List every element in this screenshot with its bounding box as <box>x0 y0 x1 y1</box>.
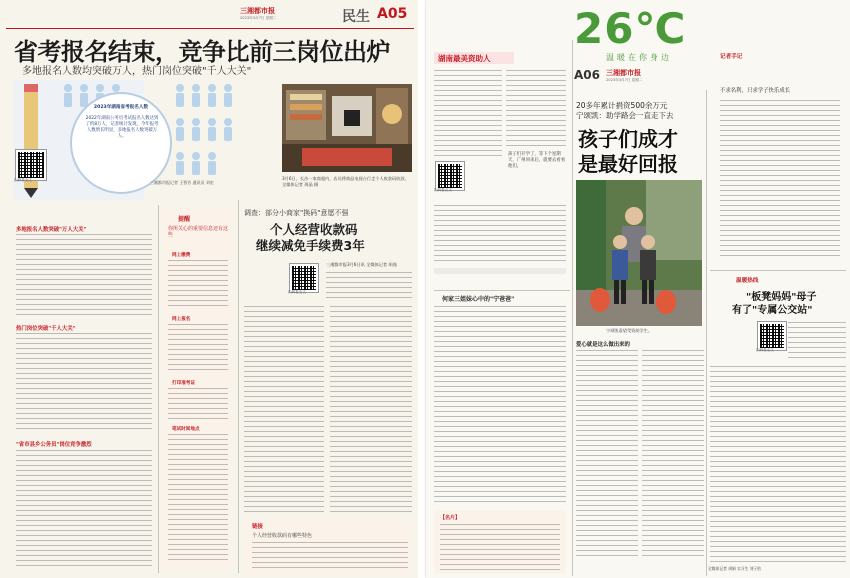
masthead-rule <box>6 28 414 29</box>
column-divider-right-2 <box>706 90 707 576</box>
tip-4-text <box>168 434 228 564</box>
qr-code-left-top[interactable] <box>16 150 46 180</box>
qr-label-right-bottom: 扫码看全文 <box>756 348 774 352</box>
mid-title: 何家三姐妹心中的"宁爸爸" <box>442 296 515 303</box>
qr-label-left-top: 扫码看全文 <box>14 178 32 182</box>
story-text-2 <box>642 350 704 560</box>
tips-title: 提醒 <box>178 216 191 223</box>
survey-text-3 <box>330 306 412 516</box>
qr-code-right-top[interactable] <box>436 162 464 190</box>
masthead-right <box>574 66 724 86</box>
bottom-title: 爱心就是这么做出来的 <box>576 342 630 348</box>
qr-code-left-mid[interactable] <box>290 264 318 292</box>
brand-logo: 三湘都市报 <box>240 7 275 15</box>
qr-label-right-top: 扫码看全文 <box>434 188 452 192</box>
newspaper-page-a06 <box>426 0 850 578</box>
section-a-title: 多地报名人数突破"万人大关" <box>16 227 87 233</box>
headline: 省考报名结束，竞争比前三岗位出炉 <box>14 38 390 66</box>
masthead <box>240 4 415 24</box>
tip-1-text <box>168 260 228 310</box>
intro-text-1 <box>434 70 502 158</box>
hotline-headline-1: "板凳妈妈"母子 <box>746 292 817 303</box>
quote-box <box>508 152 566 202</box>
editor-text: 不求名利，只求学子快乐成长 <box>720 88 791 94</box>
shop-photo <box>282 84 412 172</box>
page-gutter <box>418 0 426 578</box>
section-c-text <box>16 450 152 570</box>
column-title <box>434 52 514 64</box>
story-kicker-2: 宁颂凯：助学路会一直走下去 <box>576 111 674 120</box>
stat-text: 2022年湖南公务员考试报名人数达到了约8万人，记者统计发现，今年报考人数增长明显，多地报名人数突破万人。 <box>85 116 159 139</box>
brand-logo-right: 三湘都市报 <box>606 69 641 77</box>
divider-mid <box>434 290 570 291</box>
section-b-title: 热门岗位突破"千人大关" <box>16 326 76 332</box>
infographic-title: 2023年湖南省考报名人数 <box>93 105 149 110</box>
link-box <box>244 520 412 574</box>
newspaper-page-a05 <box>0 0 418 578</box>
story-kicker-1: 20多年累计捐资500余万元 <box>576 101 668 110</box>
story-headline-1: 孩子们成才 <box>578 127 678 151</box>
story-text-1 <box>576 350 638 560</box>
hotline-text-2 <box>710 366 846 566</box>
section-c-title: "省市县乡公务员"岗位竞争激烈 <box>16 442 92 448</box>
hotline-text-1 <box>788 322 846 362</box>
page-number-right: A06 <box>574 68 600 82</box>
survey-headline-2: 继续减免手续费3年 <box>256 238 365 253</box>
tips-subtitle: 你所关心的重要信息还有这些 <box>168 226 229 239</box>
profile-text <box>440 524 560 570</box>
stat-circle <box>70 92 172 194</box>
quote-text: 孩子们开学了，等下个星期天，广州回来后，就要去看看他们。 <box>508 152 566 169</box>
qr-code-right-bottom[interactable] <box>758 322 786 350</box>
tip-2-text <box>168 324 228 374</box>
tip-1-label: 网上缴费 <box>172 253 191 258</box>
column-divider-left-2 <box>238 200 239 573</box>
story-photo-caption: 宁颂凯看望受资助学生。 <box>606 328 653 333</box>
hotline-headline-2: 有了"专属公交站" <box>732 305 813 316</box>
editor-title: 记者手记 <box>720 54 743 60</box>
column-title-text: 湖南最美资助人 <box>438 54 491 63</box>
tip-2-label: 网上报名 <box>172 317 191 322</box>
photo-caption: 3月6日，长沙一家商超内，店员将商品电视台行走个人收款码收款。 全媒体记者 周晶 摄 <box>282 176 409 187</box>
story-footer-reporter: 全媒体记者 周娟 实习生 刘子怡 <box>708 566 761 571</box>
intro-text-2 <box>506 70 566 150</box>
section-name: 民生 <box>342 9 370 25</box>
editor-body <box>720 100 840 260</box>
survey-text-2 <box>244 306 324 516</box>
divider-hotline <box>710 270 846 271</box>
hotline-title: 温暖热线 <box>736 278 759 284</box>
column-divider-right-1 <box>572 40 573 576</box>
section-b-text <box>16 333 152 433</box>
link-text <box>252 542 408 570</box>
tip-3-label: 打印准考证 <box>172 381 195 386</box>
intro-reporter <box>434 268 566 274</box>
page-number: A05 <box>377 6 408 22</box>
story-photo <box>576 180 702 326</box>
weather-temp: 26℃ <box>574 4 687 53</box>
column-divider-left-1 <box>158 205 159 573</box>
profile-box <box>434 510 566 574</box>
masthead-date: 2023年3月7日 星期二 <box>240 16 277 20</box>
subheadline: 多地报名人数均突破万人，热门岗位突破"千人大关" <box>22 66 252 77</box>
story-headline-2: 是最好回报 <box>578 152 678 176</box>
tip-3-text <box>168 388 228 420</box>
tips-box <box>162 208 232 570</box>
section-a-text <box>16 234 152 318</box>
survey-reporter: 三湘都市报3月6日讯 全媒体记者 胡逸 <box>326 262 397 267</box>
masthead-date-right: 2023年3月7日 星期二 <box>606 78 643 82</box>
survey-headline-1: 个人经营收款码 <box>270 222 358 237</box>
intro-text-3 <box>434 205 566 265</box>
survey-kicker: 调查：部分小商家"换码"意愿不强 <box>244 209 349 217</box>
link-subtitle: 个人经营收款码有哪些特色 <box>252 533 313 539</box>
tip-4-label: 笔试时间地点 <box>172 427 200 432</box>
weather-note: 温暖在你身边 <box>606 53 672 62</box>
mid-text <box>434 306 566 506</box>
profile-label: 【名片】 <box>440 515 461 521</box>
qr-label-left-mid: 扫码看全文 <box>288 290 306 294</box>
survey-text-1 <box>326 272 412 302</box>
link-title: 链接 <box>252 524 263 530</box>
editor-box <box>710 48 846 268</box>
infographic-reporter: 三湘都市报记者 王智芳 通讯员 刘宏 <box>150 180 214 185</box>
